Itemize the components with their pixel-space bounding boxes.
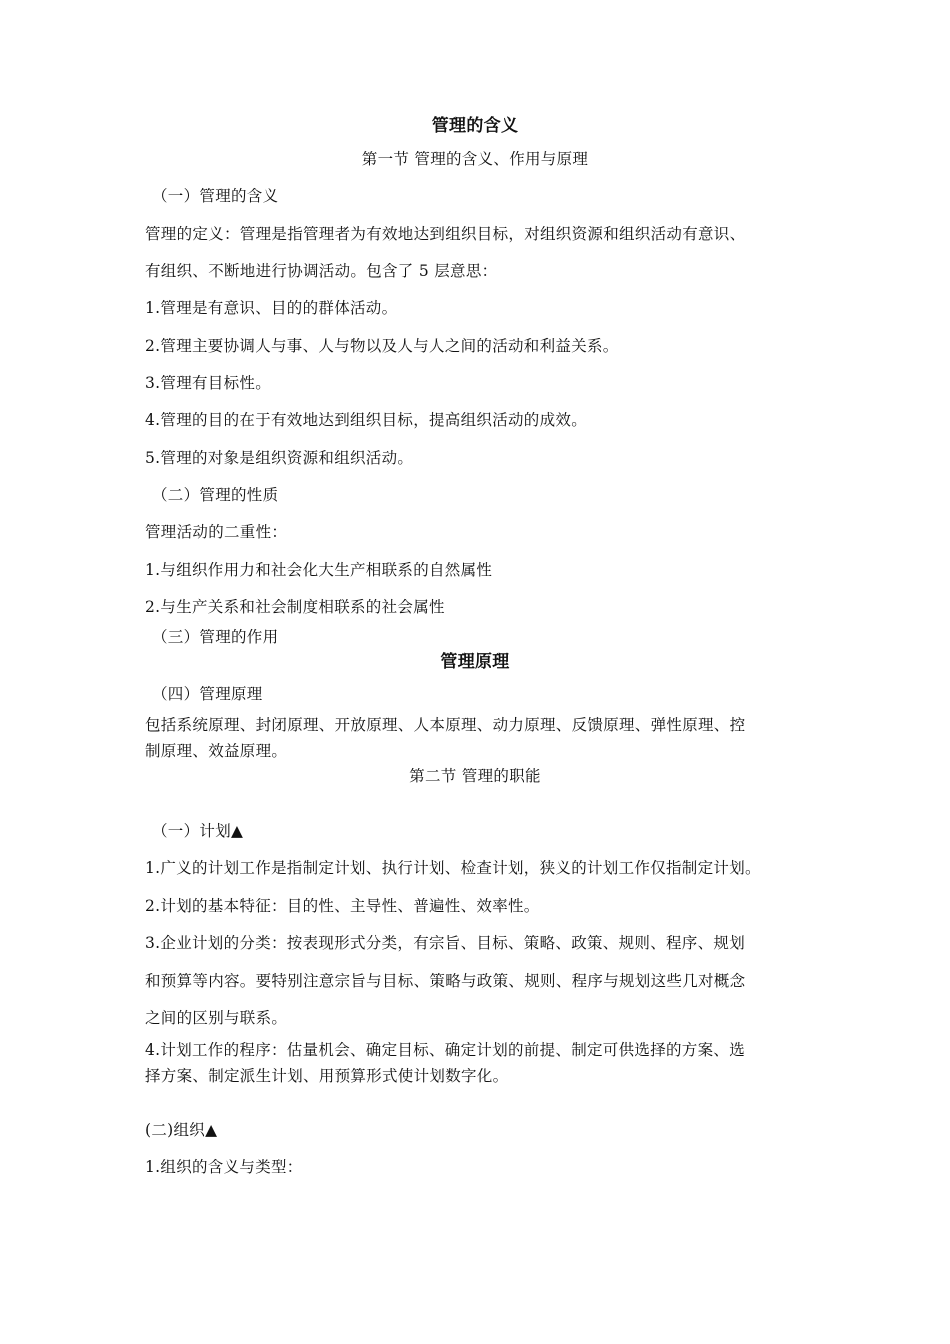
definition-line-2: 有组织、不断地进行协调活动。包含了 5 层意思： [145,262,498,280]
planning-item-3-line-2: 和预算等内容。要特别注意宗旨与目标、策略与政策、规则、程序与规划这些几对概念 [145,972,746,990]
section-heading-1: 第一节 管理的含义、作用与原理 [361,150,589,168]
meaning-item-5: 5.管理的对象是组织资源和组织活动。 [145,449,414,467]
section-heading-2: 第二节 管理的职能 [409,767,541,785]
subheading-nature: （二）管理的性质 [152,486,279,504]
definition-line-1: 管理的定义：管理是指管理者为有效地达到组织目标，对组织资源和组织活动有意识、 [145,225,746,243]
meaning-item-1: 1.管理是有意识、目的的群体活动。 [145,299,398,317]
planning-item-4-line-2: 择方案、制定派生计划、用预算形式使计划数字化。 [145,1067,509,1085]
dual-item-2: 2.与生产关系和社会制度相联系的社会属性 [145,598,445,616]
planning-item-4-line-1: 4.计划工作的程序：估量机会、确定目标、确定计划的前提、制定可供选择的方案、选 [145,1041,745,1059]
planning-item-3-line-3: 之间的区别与联系。 [145,1009,288,1027]
principles-line-1: 包括系统原理、封闭原理、开放原理、人本原理、动力原理、反馈原理、弹性原理、控 [145,716,746,734]
subheading-meaning: （一）管理的含义 [152,187,279,205]
meaning-item-4: 4.管理的目的在于有效地达到组织目标，提高组织活动的成效。 [145,411,587,429]
principles-line-2: 制原理、效益原理。 [145,742,288,760]
doc-title: 管理的含义 [431,116,519,136]
planning-item-2: 2.计划的基本特征：目的性、主导性、普遍性、效率性。 [145,897,540,915]
principles-title: 管理原理 [440,652,510,672]
organizing-item-1: 1.组织的含义与类型： [145,1158,303,1176]
subheading-organizing: (二)组织▲ [145,1121,218,1139]
meaning-item-3: 3.管理有目标性。 [145,374,271,392]
subheading-role: （三）管理的作用 [152,628,279,646]
planning-item-3-line-1: 3.企业计划的分类：按表现形式分类，有宗旨、目标、策略、政策、规则、程序、规划 [145,934,745,952]
dual-item-1: 1.与组织作用力和社会化大生产相联系的自然属性 [145,561,493,579]
planning-item-1: 1.广义的计划工作是指制定计划、执行计划、检查计划，狭义的计划工作仅指制定计划。 [145,859,761,877]
subheading-principles: （四）管理原理 [152,685,263,703]
subheading-planning: （一）计划▲ [152,822,244,840]
dual-nature-intro: 管理活动的二重性： [145,523,288,541]
meaning-item-2: 2.管理主要协调人与事、人与物以及人与人之间的活动和利益关系。 [145,337,619,355]
